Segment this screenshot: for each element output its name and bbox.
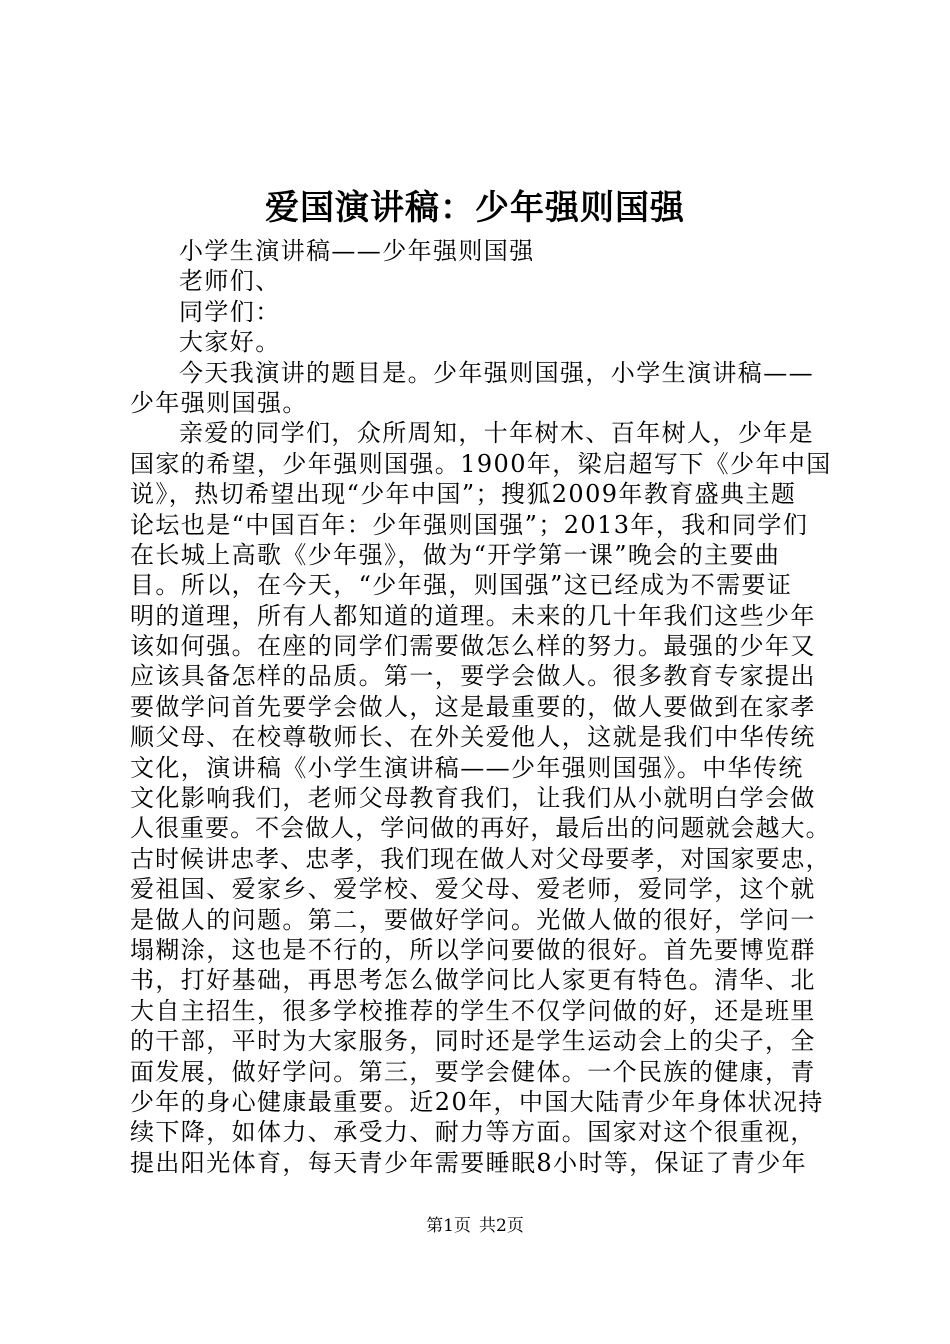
text-line: 爱祖国、爱家乡、爱学校、爱父母、爱老师，爱同学，这个就 (130, 875, 816, 904)
text-line: 书，打好基础，再思考怎么做学问比人家更有特色。清华、北 (130, 966, 816, 995)
text-line: 文化影响我们，老师父母教育我们，让我们从小就明白学会做 (130, 784, 816, 813)
text-line: 今天我演讲的题目是。少年强则国强，小学生演讲稿—— (179, 358, 814, 387)
document-title: 爱国演讲稿：少年强则国强 (265, 188, 685, 228)
text-line: 目。所以，在今天，“少年强，则国强”这已经成为不需要证 (130, 571, 793, 600)
text-line: 国家的希望，少年强则国强。1900年，梁启超写下《少年中国 (130, 449, 832, 478)
text-line: 是做人的问题。第二，要做好学问。光做人做的很好，学问一 (130, 905, 816, 934)
text-line: 塌糊涂，这也是不行的，所以学问要做的很好。首先要博览群 (130, 935, 816, 964)
text-line: 小学生演讲稿——少年强则国强 (179, 237, 535, 265)
text-line: 的干部，平时为大家服务，同时还是学生运动会上的尖子，全 (130, 1027, 816, 1056)
text-line: 老师们、 (179, 267, 281, 296)
document-body (130, 236, 836, 1178)
text-line: 顺父母、在校尊敬师长、在外关爱他人，这就是我们中华传统 (130, 723, 816, 752)
text-line: 续下降，如体力、承受力、耐力等方面。国家对这个很重视， (130, 1118, 816, 1147)
page-footer (0, 1214, 950, 1238)
text-line: 大自主招生，很多学校推荐的学生不仅学问做的好，还是班里 (130, 996, 816, 1025)
text-line: 少年强则国强。 (130, 388, 308, 417)
text-line: 亲爱的同学们，众所周知，十年树木、百年树人，少年是 (179, 419, 814, 448)
text-line: 文化，演讲稿《小学生演讲稿——少年强则国强》。中华传统 (130, 753, 804, 782)
text-line: 人很重要。不会做人，学问做的再好，最后出的问题就会越大。 (130, 814, 831, 843)
text-line: 论坛也是“中国百年：少年强则国强”；2013年，我和同学们 (130, 510, 809, 539)
text-line: 应该具备怎样的品质。第一，要学会做人。很多教育专家提出 (130, 662, 816, 691)
text-line: 在长城上高歌《少年强》，做为“开学第一课”晚会的主要曲 (130, 540, 781, 569)
page-number: 第1页 (426, 1216, 471, 1236)
text-line: 明的道理，所有人都知道的道理。未来的几十年我们这些少年 (130, 601, 816, 630)
text-line: 古时候讲忠孝、忠孝，我们现在做人对父母要孝，对国家要忠， (130, 844, 831, 873)
text-line: 少年的身心健康最重要。近20年，中国大陆青少年身体状况持 (130, 1087, 824, 1116)
text-line: 大家好。 (179, 328, 281, 357)
text-line: 要做学问首先要学会做人，这是最重要的，做人要做到在家孝 (130, 692, 816, 721)
page-count: 共2页 (479, 1216, 524, 1236)
text-line: 该如何强。在座的同学们需要做怎么样的努力。最强的少年又 (130, 632, 816, 661)
text-line: 同学们： (179, 297, 281, 326)
text-line: 面发展，做好学问。第三，要学会健体。一个民族的健康，青 (130, 1057, 816, 1086)
text-line: 提出阳光体育，每天青少年需要睡眠8小时等，保证了青少年 (130, 1148, 808, 1177)
text-line: 说》，热切希望出现“少年中国”；搜狐2009年教育盛典主题 (130, 480, 797, 509)
